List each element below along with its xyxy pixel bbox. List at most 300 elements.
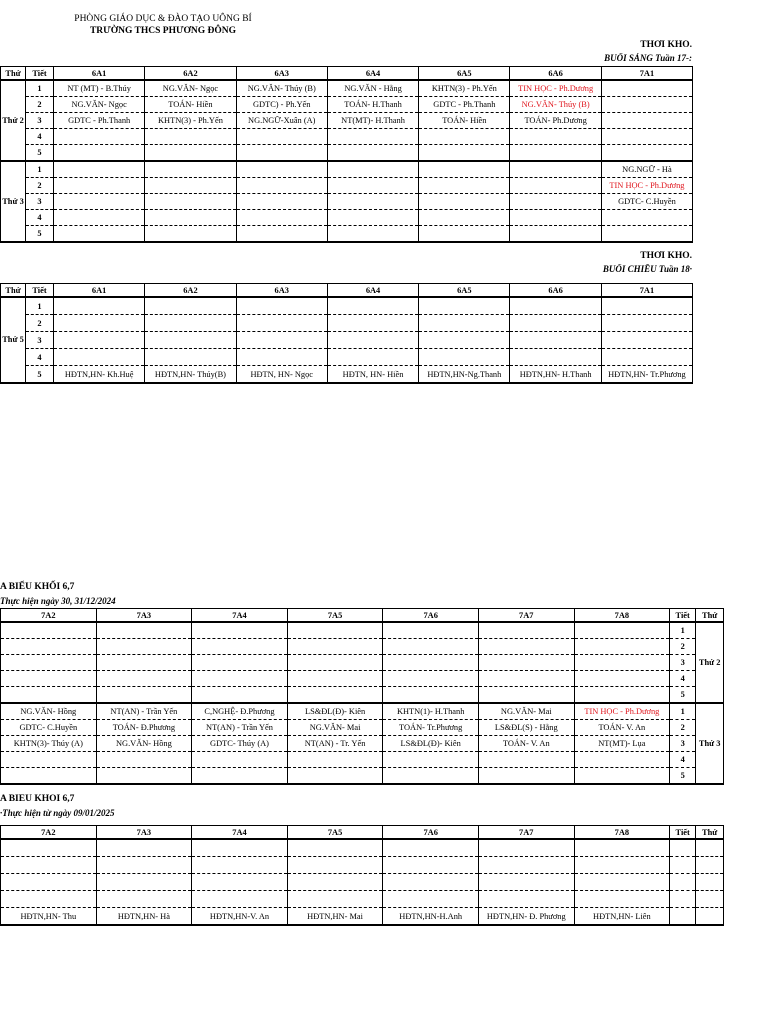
lesson-cell <box>236 349 327 366</box>
column-header: 6A1 <box>54 67 145 81</box>
table-header-row <box>1 609 724 623</box>
lesson-cell <box>419 129 510 145</box>
lesson-cell <box>383 839 479 857</box>
lesson-cell <box>419 145 510 162</box>
column-header: 7A2 <box>1 609 97 623</box>
lesson-cell <box>574 839 670 857</box>
lesson-cell: KHTN(3) - Ph.Yến <box>145 113 236 129</box>
period-number: 5 <box>26 226 54 243</box>
lesson-cell: GDTC- C.Huyền <box>1 720 97 736</box>
day-cell <box>696 908 724 926</box>
lesson-cell: TOÁN- Hiền <box>145 97 236 113</box>
lesson-cell <box>478 768 574 785</box>
lesson-cell <box>1 655 97 671</box>
column-header: 7A3 <box>96 826 192 840</box>
lesson-cell <box>1 687 97 704</box>
timetable-morning-grade-7 <box>0 608 724 785</box>
afternoon-timetable-subtitle: BUỔI CHIỀU Tuần 18· <box>602 264 692 274</box>
lesson-cell: TIN HỌC - Ph.Dương <box>510 80 601 97</box>
lesson-cell <box>54 194 145 210</box>
column-header: 7A6 <box>383 609 479 623</box>
table-row <box>1 178 693 194</box>
table-row <box>1 332 693 349</box>
lesson-cell <box>327 178 418 194</box>
lesson-cell: HĐTN,HN- Đ. Phương <box>478 908 574 926</box>
lesson-cell <box>574 891 670 908</box>
lesson-cell <box>574 622 670 639</box>
lesson-cell <box>383 655 479 671</box>
lesson-cell <box>192 874 288 891</box>
lesson-cell: NT(AN) - Trần Yến <box>192 720 288 736</box>
table-row <box>1 752 724 768</box>
lesson-cell <box>96 639 192 655</box>
lesson-cell: TOÁN- Tr.Phương <box>383 720 479 736</box>
table-row <box>1 671 724 687</box>
column-header: 6A2 <box>145 67 236 81</box>
lesson-cell <box>327 349 418 366</box>
lesson-cell <box>192 622 288 639</box>
lesson-cell <box>419 178 510 194</box>
table-row <box>1 366 693 384</box>
lesson-cell <box>54 226 145 243</box>
period-number: 1 <box>26 80 54 97</box>
lesson-cell <box>1 622 97 639</box>
lesson-cell <box>383 752 479 768</box>
lesson-cell <box>192 671 288 687</box>
lesson-cell: HĐTN,HN- Kh.Huệ <box>54 366 145 384</box>
lesson-cell <box>601 349 692 366</box>
lesson-cell <box>192 752 288 768</box>
lesson-cell <box>96 687 192 704</box>
period-number: 2 <box>26 178 54 194</box>
lesson-cell <box>510 297 601 315</box>
lesson-cell <box>145 194 236 210</box>
lesson-cell <box>1 671 97 687</box>
timetable-afternoon-grades-6 <box>0 283 693 384</box>
lesson-cell <box>327 297 418 315</box>
lesson-cell <box>510 194 601 210</box>
lesson-cell: GDTC- Thúy (A) <box>192 736 288 752</box>
table-row <box>1 97 693 113</box>
lesson-cell <box>287 752 383 768</box>
lesson-cell <box>287 891 383 908</box>
period-number: 1 <box>26 297 54 315</box>
lesson-cell <box>601 297 692 315</box>
lesson-cell: TIN HỌC - Ph.Dương <box>574 703 670 720</box>
column-header: Thứ <box>1 284 26 298</box>
lesson-cell: NG.VĂN- Ngọc <box>145 80 236 97</box>
lesson-cell <box>383 671 479 687</box>
column-header: 6A5 <box>419 284 510 298</box>
lesson-cell <box>96 622 192 639</box>
lesson-cell: HĐTN,HN- Thu <box>1 908 97 926</box>
lesson-cell <box>54 297 145 315</box>
lesson-cell <box>510 332 601 349</box>
lesson-cell <box>54 145 145 162</box>
lesson-cell <box>327 129 418 145</box>
lesson-cell <box>478 687 574 704</box>
lesson-cell <box>478 752 574 768</box>
lesson-cell <box>54 210 145 226</box>
lesson-cell <box>96 857 192 874</box>
lesson-cell <box>192 857 288 874</box>
table-row <box>1 349 693 366</box>
column-header: Thứ <box>696 609 724 623</box>
lesson-cell: NT(MT)- H.Thanh <box>327 113 418 129</box>
lesson-cell: HĐTN,HN-V. An <box>192 908 288 926</box>
lesson-cell <box>327 315 418 332</box>
lesson-cell: KHTN(1)- H.Thanh <box>383 703 479 720</box>
lesson-cell <box>510 349 601 366</box>
period-number: 1 <box>670 703 696 720</box>
column-header: 7A2 <box>1 826 97 840</box>
lesson-cell: HĐTN, HN- Hiền <box>327 366 418 384</box>
period-number: 4 <box>26 349 54 366</box>
department-name: PHÒNG GIÁO DỤC & ĐÀO TẠO UÔNG BÍ <box>74 14 252 24</box>
lesson-cell <box>236 161 327 178</box>
lesson-cell <box>510 210 601 226</box>
lesson-cell <box>478 639 574 655</box>
afternoon-timetable-title: THỜI KHO. <box>640 251 692 261</box>
column-header: 6A5 <box>419 67 510 81</box>
lesson-cell <box>601 145 692 162</box>
lesson-cell: NG.VĂN- Hồng <box>96 736 192 752</box>
lesson-cell: LS&ĐL(Đ)- Kiên <box>383 736 479 752</box>
lesson-cell: TOÁN- V. An <box>574 720 670 736</box>
column-header: Thứ <box>1 67 26 81</box>
lesson-cell <box>574 857 670 874</box>
table-row <box>1 768 724 785</box>
period-number: 3 <box>26 113 54 129</box>
period-number: 1 <box>670 622 696 639</box>
column-header: 7A4 <box>192 609 288 623</box>
day-cell <box>696 857 724 874</box>
lesson-cell <box>54 349 145 366</box>
timetable-afternoon-grade-7 <box>0 825 724 926</box>
lesson-cell <box>192 839 288 857</box>
period-number: 5 <box>26 145 54 162</box>
lesson-cell: NT(AN) - Tr. Yến <box>287 736 383 752</box>
period-number: 4 <box>670 671 696 687</box>
lesson-cell: TOÁN- V. An <box>478 736 574 752</box>
lesson-cell: TOÁN- H.Thanh <box>327 97 418 113</box>
period-number: 1 <box>26 161 54 178</box>
lesson-cell: TIN HỌC - Ph.Dương <box>601 178 692 194</box>
lesson-cell <box>1 839 97 857</box>
lesson-cell <box>54 129 145 145</box>
column-header: Tiết <box>670 826 696 840</box>
lesson-cell <box>96 891 192 908</box>
lesson-cell <box>96 874 192 891</box>
column-header: Tiết <box>670 609 696 623</box>
table-row <box>1 687 724 704</box>
table-row <box>1 703 724 720</box>
lesson-cell <box>574 655 670 671</box>
lesson-cell <box>145 210 236 226</box>
lesson-cell: NG.NGỮ-Xuân (A) <box>236 113 327 129</box>
table-row <box>1 874 724 891</box>
lesson-cell <box>287 874 383 891</box>
lesson-cell <box>192 891 288 908</box>
column-header: 7A5 <box>287 609 383 623</box>
period-number: 2 <box>670 639 696 655</box>
lesson-cell <box>1 639 97 655</box>
table-row <box>1 129 693 145</box>
table-row <box>1 145 693 162</box>
lesson-cell: GDTC- C.Huyền <box>601 194 692 210</box>
column-header: Tiết <box>26 284 54 298</box>
lesson-cell <box>574 874 670 891</box>
lesson-cell: NG.VĂN- Ngọc <box>54 97 145 113</box>
lesson-cell: HĐTN,HN- Mai <box>287 908 383 926</box>
lesson-cell <box>145 161 236 178</box>
lesson-cell <box>419 210 510 226</box>
column-header: 7A8 <box>574 826 670 840</box>
lesson-cell <box>510 226 601 243</box>
lesson-cell <box>327 332 418 349</box>
lesson-cell <box>327 161 418 178</box>
period-number: 3 <box>26 194 54 210</box>
period-number <box>670 891 696 908</box>
lesson-cell <box>145 178 236 194</box>
lesson-cell <box>192 687 288 704</box>
day-label: Thứ 3 <box>696 703 724 784</box>
lesson-cell <box>327 210 418 226</box>
column-header: 7A7 <box>478 609 574 623</box>
lesson-cell: NG.VĂN - Hằng <box>327 80 418 97</box>
lesson-cell <box>145 145 236 162</box>
lesson-cell <box>574 752 670 768</box>
lesson-cell <box>145 226 236 243</box>
timetable-morning-grades-6 <box>0 66 693 243</box>
column-header: 7A7 <box>478 826 574 840</box>
table-row <box>1 297 693 315</box>
column-header: 7A6 <box>383 826 479 840</box>
lesson-cell <box>1 891 97 908</box>
table-header-row <box>1 67 693 81</box>
lesson-cell <box>1 857 97 874</box>
column-header: 6A2 <box>145 284 236 298</box>
lesson-cell <box>1 768 97 785</box>
lesson-cell: GDTC - Ph.Thanh <box>54 113 145 129</box>
table-row <box>1 161 693 178</box>
day-label: Thứ 2 <box>1 80 26 161</box>
lesson-cell: HĐTN,HN- Liên <box>574 908 670 926</box>
lesson-cell <box>601 97 692 113</box>
lesson-cell <box>383 687 479 704</box>
lesson-cell: NG.VĂN- Mai <box>478 703 574 720</box>
lesson-cell <box>96 752 192 768</box>
lesson-cell <box>287 639 383 655</box>
afternoon-right-subtitle: ·Thực hiện từ ngày 09/01/2025 <box>0 808 115 818</box>
lesson-cell: NT(MT)- Lụa <box>574 736 670 752</box>
period-number: 3 <box>670 736 696 752</box>
column-header: 6A4 <box>327 284 418 298</box>
column-header: 6A1 <box>54 284 145 298</box>
table-row <box>1 857 724 874</box>
lesson-cell <box>510 161 601 178</box>
lesson-cell: HĐTN,HN-H.Anh <box>383 908 479 926</box>
lesson-cell <box>478 857 574 874</box>
lesson-cell <box>419 315 510 332</box>
lesson-cell: NG.VĂN- Thúy (B) <box>236 80 327 97</box>
column-header: 6A6 <box>510 67 601 81</box>
lesson-cell <box>96 839 192 857</box>
period-number: 5 <box>26 366 54 384</box>
lesson-cell <box>236 145 327 162</box>
table-row <box>1 194 693 210</box>
lesson-cell <box>478 839 574 857</box>
lesson-cell <box>1 752 97 768</box>
lesson-cell: NT(AN) - Trần Yến <box>96 703 192 720</box>
morning-timetable-title: THỜI KHÓ. <box>640 40 692 50</box>
lesson-cell <box>192 655 288 671</box>
lesson-cell <box>419 194 510 210</box>
lesson-cell: LS&ĐL(Đ)- Kiên <box>287 703 383 720</box>
lesson-cell: TOÁN- Đ.Phương <box>96 720 192 736</box>
morning-timetable-subtitle: BUỔI SÁNG Tuần 17-: <box>604 53 692 63</box>
lesson-cell <box>383 768 479 785</box>
table-header-row <box>1 826 724 840</box>
column-header: 7A3 <box>96 609 192 623</box>
lesson-cell <box>478 655 574 671</box>
lesson-cell <box>419 332 510 349</box>
lesson-cell <box>287 768 383 785</box>
lesson-cell <box>192 639 288 655</box>
lesson-cell <box>601 80 692 97</box>
table-row <box>1 622 724 639</box>
lesson-cell <box>236 210 327 226</box>
table-row <box>1 80 693 97</box>
day-cell <box>696 839 724 857</box>
lesson-cell <box>327 145 418 162</box>
table-row <box>1 736 724 752</box>
period-number <box>670 874 696 891</box>
period-number: 4 <box>26 129 54 145</box>
lesson-cell <box>601 210 692 226</box>
lesson-cell <box>236 315 327 332</box>
column-header: 7A1 <box>601 67 692 81</box>
lesson-cell: LS&ĐL(S) - Hằng <box>478 720 574 736</box>
period-number: 2 <box>26 315 54 332</box>
day-cell <box>696 874 724 891</box>
lesson-cell <box>601 113 692 129</box>
period-number <box>670 839 696 857</box>
lesson-cell <box>574 687 670 704</box>
lesson-cell <box>601 129 692 145</box>
lesson-cell <box>383 891 479 908</box>
lesson-cell: KHTN(3)- Thúy (A) <box>1 736 97 752</box>
lesson-cell <box>601 315 692 332</box>
lesson-cell: NG.VĂN- Hồng <box>1 703 97 720</box>
lesson-cell: TOÁN- Hiền <box>419 113 510 129</box>
lesson-cell <box>236 194 327 210</box>
column-header: 7A5 <box>287 826 383 840</box>
lesson-cell <box>478 891 574 908</box>
column-header: 6A4 <box>327 67 418 81</box>
lesson-cell <box>383 857 479 874</box>
lesson-cell <box>574 768 670 785</box>
day-label: Thứ 2 <box>696 622 724 703</box>
lesson-cell <box>54 178 145 194</box>
lesson-cell <box>96 768 192 785</box>
day-label: Thứ 3 <box>1 161 26 242</box>
lesson-cell <box>574 671 670 687</box>
school-name: TRƯỜNG THCS PHƯƠNG ĐÔNG <box>89 26 237 36</box>
column-header: Thứ <box>696 826 724 840</box>
period-number: 3 <box>670 655 696 671</box>
lesson-cell <box>478 622 574 639</box>
table-row <box>1 655 724 671</box>
period-number: 4 <box>26 210 54 226</box>
lesson-cell <box>601 226 692 243</box>
table-row <box>1 226 693 243</box>
lesson-cell <box>478 671 574 687</box>
day-label: Thứ 5 <box>1 297 26 383</box>
lesson-cell <box>601 332 692 349</box>
lesson-cell <box>236 178 327 194</box>
lesson-cell <box>145 297 236 315</box>
lesson-cell: HĐTN,HN- H.Thanh <box>510 366 601 384</box>
lesson-cell <box>1 874 97 891</box>
lesson-cell <box>145 332 236 349</box>
lesson-cell <box>510 145 601 162</box>
column-header: 6A3 <box>236 284 327 298</box>
lesson-cell <box>419 161 510 178</box>
lesson-cell <box>145 315 236 332</box>
afternoon-right-title: A BIEU KHOI 6,7 <box>0 794 75 804</box>
lesson-cell <box>192 768 288 785</box>
lesson-cell <box>419 297 510 315</box>
lesson-cell <box>145 129 236 145</box>
table-row <box>1 908 724 926</box>
lesson-cell <box>510 178 601 194</box>
lesson-cell <box>287 622 383 639</box>
period-number <box>670 857 696 874</box>
lesson-cell <box>236 129 327 145</box>
lesson-cell <box>287 655 383 671</box>
lesson-cell <box>287 687 383 704</box>
morning-right-title: A BIỂU KHỐI 6,7 <box>0 582 75 592</box>
column-header: Tiết <box>26 67 54 81</box>
lesson-cell: HĐTN, HN- Ngọc <box>236 366 327 384</box>
table-row <box>1 210 693 226</box>
lesson-cell <box>419 226 510 243</box>
column-header: 6A6 <box>510 284 601 298</box>
lesson-cell: HĐTN,HN-Ng.Thanh <box>419 366 510 384</box>
table-row <box>1 720 724 736</box>
lesson-cell <box>96 671 192 687</box>
lesson-cell <box>96 655 192 671</box>
lesson-cell: HĐTN,HN- Hà <box>96 908 192 926</box>
lesson-cell <box>236 332 327 349</box>
lesson-cell: NG.VĂN- Thúy (B) <box>510 97 601 113</box>
lesson-cell <box>510 129 601 145</box>
table-row <box>1 315 693 332</box>
morning-right-subtitle: Thực hiện ngày 30, 31/12/2024 <box>0 596 116 606</box>
lesson-cell <box>54 332 145 349</box>
lesson-cell <box>327 194 418 210</box>
lesson-cell: KHTN(3) - Ph.Yến <box>419 80 510 97</box>
table-header-row <box>1 284 693 298</box>
column-header: 7A8 <box>574 609 670 623</box>
period-number: 5 <box>670 687 696 704</box>
lesson-cell <box>327 226 418 243</box>
column-header: 6A3 <box>236 67 327 81</box>
lesson-cell <box>54 161 145 178</box>
lesson-cell <box>383 639 479 655</box>
lesson-cell <box>236 226 327 243</box>
